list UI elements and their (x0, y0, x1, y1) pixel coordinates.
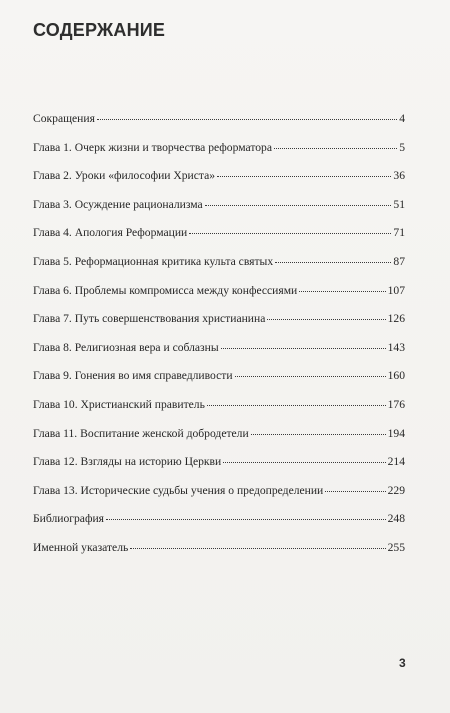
toc-leader-dots (221, 348, 386, 349)
toc-leader-dots (299, 291, 385, 292)
toc-leader-dots (251, 434, 386, 435)
toc-entry (33, 341, 405, 370)
toc-leader-dots (106, 519, 386, 520)
toc-entry (33, 198, 405, 227)
toc-entry-title: Глава 11. Воспитание женской добродетели (33, 426, 249, 440)
toc-entry-title: Сокращения (33, 112, 95, 125)
toc-entry (33, 284, 405, 313)
toc-entry (33, 312, 405, 341)
page-heading: СОДЕРЖАНИЕ (33, 20, 166, 40)
toc-entry-title: Библиография (33, 512, 105, 526)
toc-entry (33, 398, 405, 427)
toc-entry (33, 255, 405, 284)
toc-leader-dots (325, 491, 385, 492)
toc-entry (33, 141, 405, 170)
toc-leader-dots (97, 119, 397, 120)
toc-entry-page: 194 (387, 426, 405, 440)
toc-entry-page: 160 (387, 369, 405, 383)
toc-entry (33, 512, 405, 541)
toc-entry-page: 255 (387, 540, 405, 554)
toc-entry-page: 176 (387, 397, 405, 411)
toc-entry (33, 369, 405, 398)
toc-entry-page: 107 (387, 283, 405, 297)
toc-entry-title: Глава 13. Исторические судьбы учения о предопределении (33, 483, 324, 497)
toc-leader-dots (267, 319, 385, 320)
toc-leader-dots (189, 233, 391, 234)
toc-entry (33, 112, 405, 141)
toc-leader-dots (207, 405, 386, 406)
toc-entry-title: Глава 10. Христианский правитель (33, 397, 205, 411)
toc-entry-page: 248 (387, 512, 405, 526)
toc-leader-dots (235, 376, 386, 377)
toc-entry-title: Глава 3. Осуждение рационализма (33, 197, 203, 211)
toc-entry (33, 541, 405, 570)
toc-entry-page: 87 (393, 254, 405, 268)
toc-leader-dots (274, 148, 397, 149)
toc-entry-page: 229 (387, 483, 405, 497)
toc-leader-dots (223, 462, 385, 463)
toc-entry-title: Глава 2. Уроки «философии Христа» (33, 169, 216, 183)
toc-entry (33, 484, 405, 513)
toc-entry-title: Глава 9. Гонения во имя справедливости (33, 369, 233, 383)
toc-entry (33, 226, 405, 255)
toc-entry-title: Глава 4. Апология Реформации (33, 226, 188, 240)
toc-entry-title: Глава 6. Проблемы компромисса между конфессиями (33, 283, 298, 297)
table-of-contents (33, 112, 405, 570)
toc-entry-page: 71 (393, 226, 405, 240)
toc-entry-title: Глава 8. Религиозная вера и соблазны (33, 340, 219, 354)
toc-entry-page: 5 (399, 140, 405, 154)
page-number: 3 (399, 656, 406, 670)
toc-entry-title: Глава 5. Реформационная критика культа святых (33, 254, 274, 268)
toc-entry-title: Глава 1. Очерк жизни и творчества реформатора (33, 140, 272, 154)
toc-entry (33, 455, 405, 484)
toc-entry-title: Глава 7. Путь совершенствования христианина (33, 312, 266, 326)
toc-leader-dots (130, 548, 385, 549)
toc-entry (33, 169, 405, 198)
toc-entry-page: 36 (393, 169, 405, 183)
toc-entry-page: 143 (387, 340, 405, 354)
toc-entry-page: 126 (387, 312, 405, 326)
toc-leader-dots (217, 176, 391, 177)
toc-entry-page: 51 (393, 197, 405, 211)
toc-entry (33, 427, 405, 456)
toc-entry-page: 4 (399, 112, 405, 125)
toc-entry-title: Глава 12. Взгляды на историю Церкви (33, 455, 222, 469)
toc-entry-page: 214 (387, 455, 405, 469)
toc-leader-dots (275, 262, 391, 263)
toc-entry-title: Именной указатель (33, 540, 129, 554)
toc-leader-dots (205, 205, 392, 206)
